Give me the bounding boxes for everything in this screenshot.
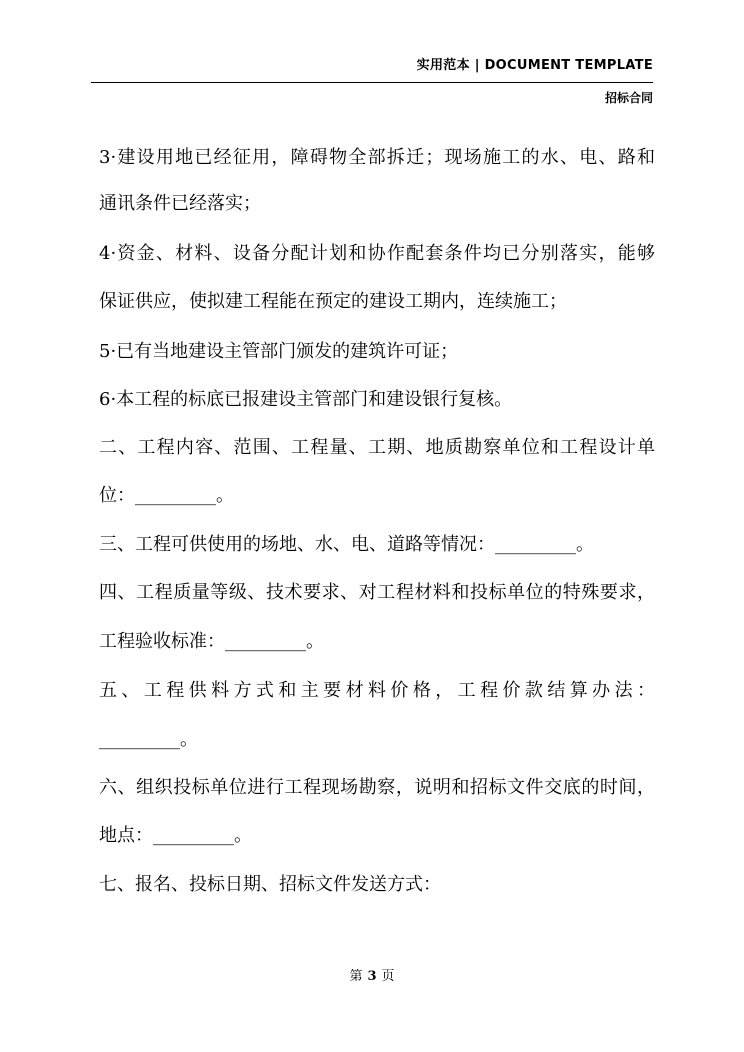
header-subtitle: 招标合同 xyxy=(604,91,653,105)
paragraph-line: 5·已有当地建设主管部门颁发的建筑许可证； xyxy=(99,341,459,362)
footer-suffix: 页 xyxy=(381,969,395,984)
paragraph-line: 三、工程可供使用的场地、水、电、道路等情况：_________。 xyxy=(99,534,594,555)
paragraph-line: 位：_________。 xyxy=(99,485,234,506)
paragraph-line: 通讯条件已经落实； xyxy=(99,193,261,214)
paragraph-line: 6·本工程的标底已报建设主管部门和建设银行复核。 xyxy=(99,389,513,410)
paragraph-line: 保证供应，使拟建工程能在预定的建设工期内，连续施工； xyxy=(99,291,567,312)
paragraph-line: 七、报名、投标日期、招标文件发送方式： xyxy=(99,874,441,895)
header-title: 实用范本 | DOCUMENT TEMPLATE xyxy=(416,58,653,73)
paragraph-line: _________。 xyxy=(99,729,198,750)
paragraph-line: 二、工程内容、范围、工程量、工期、地质勘察单位和工程设计单 xyxy=(99,437,655,458)
paragraph-line: 四、工程质量等级、技术要求、对工程材料和投标单位的特殊要求， xyxy=(99,582,655,603)
paragraph-line: 地点：_________。 xyxy=(99,825,252,846)
footer-prefix: 第 xyxy=(349,969,363,984)
header-divider xyxy=(91,82,653,83)
paragraph-line: 工程验收标准：_________。 xyxy=(99,631,324,652)
paragraph-line: 4·资金、材料、设备分配计划和协作配套条件均已分别落实，能够 xyxy=(99,243,655,264)
paragraph-line: 六、组织投标单位进行工程现场勘察，说明和招标文件交底的时间， xyxy=(99,777,655,798)
paragraph-line: 五、工程供料方式和主要材料价格，工程价款结算办法： xyxy=(99,680,655,701)
page-footer xyxy=(0,965,744,984)
paragraph-line: 3·建设用地已经征用，障碍物全部拆迁；现场施工的水、电、路和 xyxy=(99,147,655,168)
page-number: 3 xyxy=(367,969,377,984)
